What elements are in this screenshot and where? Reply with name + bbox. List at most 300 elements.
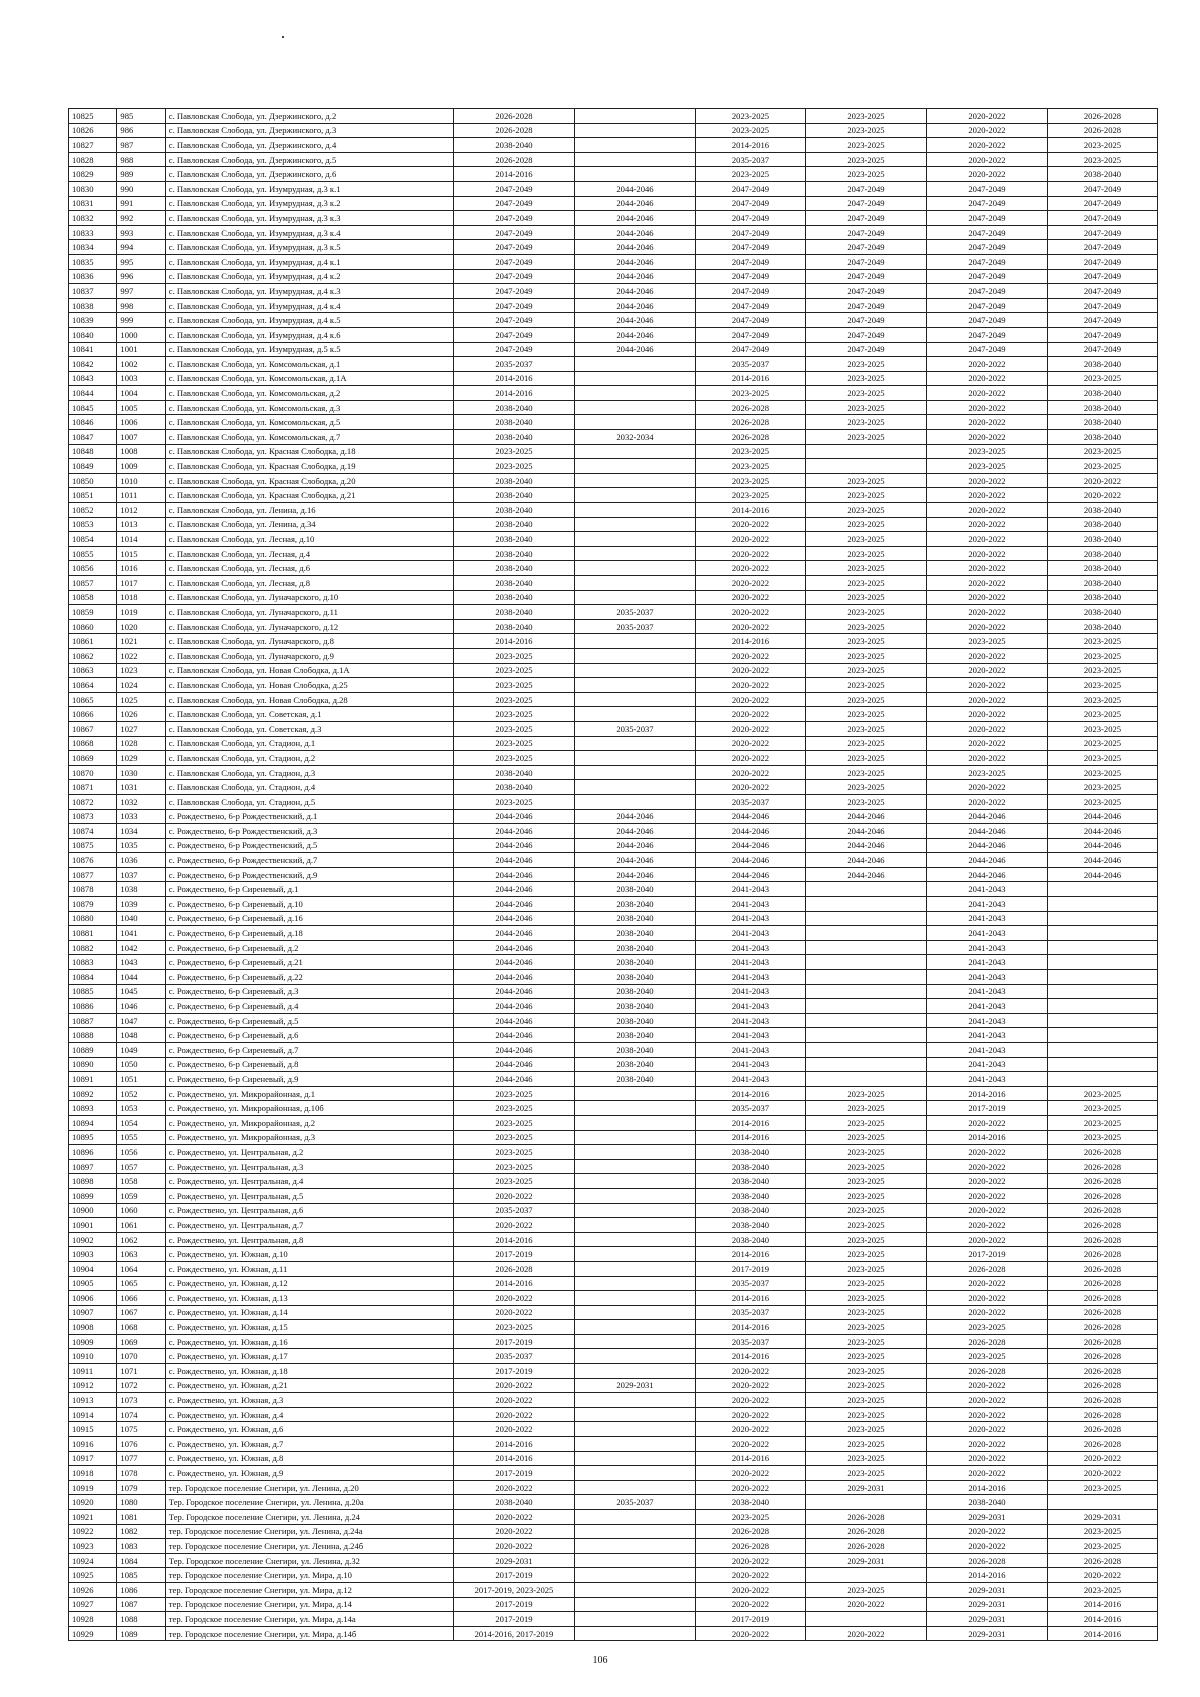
cell-address: с. Рождествено, ул. Южная, д.4 — [165, 1407, 453, 1422]
cell-row-number: 10835 — [69, 254, 117, 269]
cell-period-1: 2044-2046 — [453, 926, 574, 941]
cell-period-5: 2020-2022 — [926, 663, 1047, 678]
cell-period-3: 2020-2022 — [695, 678, 805, 693]
cell-item-number: 994 — [117, 240, 165, 255]
cell-period-2 — [574, 1320, 695, 1335]
cell-period-3: 2014-2016 — [695, 634, 805, 649]
cell-period-5: 2047-2049 — [926, 284, 1047, 299]
cell-period-4: 2047-2049 — [805, 284, 926, 299]
cell-address: тер. Городское поселение Снегири, ул. Мира, д.12 — [165, 1582, 453, 1597]
cell-address: с. Рождествено, ул. Южная, д.6 — [165, 1422, 453, 1437]
cell-period-4: 2023-2025 — [805, 503, 926, 518]
cell-period-1: 2044-2046 — [453, 867, 574, 882]
cell-item-number: 1039 — [117, 897, 165, 912]
cell-period-4: 2023-2025 — [805, 1101, 926, 1116]
cell-period-5: 2029-2031 — [926, 1626, 1047, 1641]
cell-period-6: 2023-2025 — [1047, 780, 1157, 795]
cell-row-number: 10876 — [69, 853, 117, 868]
cell-address: с. Рождествено, 6-р Сиреневый, д.1 — [165, 882, 453, 897]
cell-period-1: 2038-2040 — [453, 503, 574, 518]
cell-row-number: 10904 — [69, 1261, 117, 1276]
cell-period-5: 2041-2043 — [926, 911, 1047, 926]
cell-item-number: 1011 — [117, 488, 165, 503]
cell-item-number: 1083 — [117, 1539, 165, 1554]
table-row — [69, 1291, 1158, 1306]
cell-period-3: 2044-2046 — [695, 809, 805, 824]
cell-period-4 — [805, 1072, 926, 1087]
cell-period-3: 2047-2049 — [695, 342, 805, 357]
cell-address: с. Рождествено, 6-р Рождественский, д.3 — [165, 824, 453, 839]
cell-period-3: 2020-2022 — [695, 751, 805, 766]
cell-row-number: 10878 — [69, 882, 117, 897]
cell-item-number: 1063 — [117, 1247, 165, 1262]
cell-period-6: 2047-2049 — [1047, 254, 1157, 269]
cell-address: с. Павловская Слобода, ул. Луначарского, д.12 — [165, 619, 453, 634]
cell-address: с. Павловская Слобода, ул. Красная Слободка, д.18 — [165, 444, 453, 459]
cell-period-5: 2029-2031 — [926, 1612, 1047, 1627]
scan-speck — [282, 36, 284, 38]
cell-period-4: 2023-2025 — [805, 488, 926, 503]
cell-address: с. Павловская Слобода, ул. Изумрудная, д.5 к.5 — [165, 342, 453, 357]
cell-period-2 — [574, 780, 695, 795]
table-row — [69, 327, 1158, 342]
cell-period-6: 2047-2049 — [1047, 240, 1157, 255]
cell-row-number: 10852 — [69, 503, 117, 518]
cell-period-1: 2044-2046 — [453, 970, 574, 985]
cell-period-6 — [1047, 940, 1157, 955]
cell-period-4: 2047-2049 — [805, 327, 926, 342]
cell-item-number: 1012 — [117, 503, 165, 518]
cell-address: тер. Городское поселение Снегири, ул. Мира, д.10 — [165, 1568, 453, 1583]
cell-period-4: 2047-2049 — [805, 196, 926, 211]
cell-row-number: 10890 — [69, 1057, 117, 1072]
table-row — [69, 430, 1158, 445]
cell-period-2 — [574, 590, 695, 605]
cell-period-4: 2023-2025 — [805, 1086, 926, 1101]
cell-period-3: 2038-2040 — [695, 1159, 805, 1174]
cell-period-3: 2041-2043 — [695, 970, 805, 985]
table-row — [69, 1174, 1158, 1189]
cell-item-number: 993 — [117, 225, 165, 240]
cell-period-4: 2023-2025 — [805, 590, 926, 605]
cell-period-2 — [574, 1305, 695, 1320]
cell-period-6 — [1047, 1495, 1157, 1510]
cell-period-5: 2020-2022 — [926, 561, 1047, 576]
cell-period-1: 2038-2040 — [453, 517, 574, 532]
cell-address: с. Павловская Слобода, ул. Изумрудная, д.4 к.3 — [165, 284, 453, 299]
cell-period-1: 2017-2019 — [453, 1364, 574, 1379]
cell-period-2: 2044-2046 — [574, 838, 695, 853]
cell-period-6: 2026-2028 — [1047, 1188, 1157, 1203]
cell-period-3: 2041-2043 — [695, 911, 805, 926]
cell-address: с. Рождествено, ул. Микрорайонная, д.10б — [165, 1101, 453, 1116]
cell-period-2 — [574, 1159, 695, 1174]
cell-period-4: 2023-2025 — [805, 1218, 926, 1233]
cell-period-3: 2035-2037 — [695, 1334, 805, 1349]
cell-period-5: 2020-2022 — [926, 415, 1047, 430]
cell-period-6: 2026-2028 — [1047, 1218, 1157, 1233]
cell-period-3: 2020-2022 — [695, 765, 805, 780]
cell-period-3: 2020-2022 — [695, 590, 805, 605]
cell-period-1: 2023-2025 — [453, 663, 574, 678]
cell-period-1: 2038-2040 — [453, 780, 574, 795]
cell-row-number: 10928 — [69, 1612, 117, 1627]
table-row — [69, 663, 1158, 678]
cell-address: с. Павловская Слобода, ул. Комсомольская, д.1А — [165, 371, 453, 386]
cell-period-4: 2023-2025 — [805, 736, 926, 751]
cell-period-5: 2047-2049 — [926, 313, 1047, 328]
cell-address: с. Павловская Слобода, ул. Комсомольская, д.1 — [165, 357, 453, 372]
cell-period-1: 2020-2022 — [453, 1218, 574, 1233]
cell-item-number: 1023 — [117, 663, 165, 678]
cell-row-number: 10898 — [69, 1174, 117, 1189]
table-row — [69, 1480, 1158, 1495]
cell-period-3: 2044-2046 — [695, 838, 805, 853]
cell-item-number: 1020 — [117, 619, 165, 634]
cell-row-number: 10912 — [69, 1378, 117, 1393]
table-row — [69, 386, 1158, 401]
cell-period-2: 2044-2046 — [574, 327, 695, 342]
cell-period-1: 2014-2016 — [453, 371, 574, 386]
cell-period-6: 2023-2025 — [1047, 721, 1157, 736]
cell-row-number: 10827 — [69, 138, 117, 153]
cell-period-5: 2047-2049 — [926, 327, 1047, 342]
cell-period-5: 2044-2046 — [926, 824, 1047, 839]
cell-address: Тер. Городское поселение Снегири, ул. Ленина, д.20а — [165, 1495, 453, 1510]
cell-row-number: 10921 — [69, 1510, 117, 1525]
cell-address: с. Рождествено, ул. Южная, д.10 — [165, 1247, 453, 1262]
cell-period-4: 2023-2025 — [805, 371, 926, 386]
cell-period-4: 2023-2025 — [805, 138, 926, 153]
cell-row-number: 10844 — [69, 386, 117, 401]
table-row — [69, 984, 1158, 999]
cell-period-4: 2023-2025 — [805, 1582, 926, 1597]
cell-period-2 — [574, 400, 695, 415]
cell-period-5: 2014-2016 — [926, 1568, 1047, 1583]
cell-period-6: 2023-2025 — [1047, 1582, 1157, 1597]
cell-period-3: 2014-2016 — [695, 138, 805, 153]
cell-row-number: 10856 — [69, 561, 117, 576]
cell-row-number: 10913 — [69, 1393, 117, 1408]
cell-period-1: 2038-2040 — [453, 473, 574, 488]
cell-period-1: 2044-2046 — [453, 1028, 574, 1043]
cell-period-3: 2014-2016 — [695, 1086, 805, 1101]
cell-period-5: 2047-2049 — [926, 342, 1047, 357]
cell-period-2 — [574, 1086, 695, 1101]
cell-period-6: 2026-2028 — [1047, 1349, 1157, 1364]
table-row — [69, 648, 1158, 663]
cell-period-6: 2020-2022 — [1047, 1451, 1157, 1466]
cell-item-number: 992 — [117, 211, 165, 226]
cell-period-3: 2026-2028 — [695, 1524, 805, 1539]
cell-period-3: 2041-2043 — [695, 1043, 805, 1058]
cell-item-number: 1001 — [117, 342, 165, 357]
cell-item-number: 1040 — [117, 911, 165, 926]
cell-period-5: 2020-2022 — [926, 648, 1047, 663]
cell-period-2: 2038-2040 — [574, 911, 695, 926]
cell-period-2 — [574, 707, 695, 722]
cell-period-3: 2023-2025 — [695, 167, 805, 182]
cell-item-number: 1080 — [117, 1495, 165, 1510]
cell-period-1: 2044-2046 — [453, 911, 574, 926]
cell-period-1: 2038-2040 — [453, 619, 574, 634]
cell-period-5: 2014-2016 — [926, 1130, 1047, 1145]
cell-period-6: 2038-2040 — [1047, 532, 1157, 547]
cell-item-number: 1045 — [117, 984, 165, 999]
cell-row-number: 10907 — [69, 1305, 117, 1320]
table-row — [69, 284, 1158, 299]
cell-address: с. Рождествено, 6-р Сиреневый, д.22 — [165, 970, 453, 985]
cell-row-number: 10880 — [69, 911, 117, 926]
cell-period-2 — [574, 1188, 695, 1203]
table-row — [69, 1203, 1158, 1218]
cell-period-5: 2020-2022 — [926, 1539, 1047, 1554]
cell-item-number: 1007 — [117, 430, 165, 445]
cell-address: с. Рождествено, 6-р Сиреневый, д.6 — [165, 1028, 453, 1043]
cell-period-3: 2020-2022 — [695, 1626, 805, 1641]
cell-period-3: 2038-2040 — [695, 1203, 805, 1218]
cell-period-1: 2047-2049 — [453, 298, 574, 313]
cell-period-5: 2020-2022 — [926, 152, 1047, 167]
cell-period-5: 2020-2022 — [926, 1466, 1047, 1481]
cell-item-number: 1066 — [117, 1291, 165, 1306]
cell-period-6: 2044-2046 — [1047, 838, 1157, 853]
table-row — [69, 692, 1158, 707]
cell-address: с. Павловская Слобода, ул. Красная Слободка, д.20 — [165, 473, 453, 488]
cell-item-number: 1081 — [117, 1510, 165, 1525]
cell-period-5: 2020-2022 — [926, 123, 1047, 138]
cell-period-6: 2047-2049 — [1047, 196, 1157, 211]
cell-period-2 — [574, 1612, 695, 1627]
cell-period-3: 2020-2022 — [695, 692, 805, 707]
cell-period-6: 2023-2025 — [1047, 138, 1157, 153]
cell-period-4: 2023-2025 — [805, 1364, 926, 1379]
cell-period-6: 2038-2040 — [1047, 400, 1157, 415]
cell-row-number: 10875 — [69, 838, 117, 853]
cell-period-5: 2023-2025 — [926, 444, 1047, 459]
cell-period-1: 2026-2028 — [453, 1261, 574, 1276]
cell-period-3: 2047-2049 — [695, 298, 805, 313]
cell-period-5: 2020-2022 — [926, 1524, 1047, 1539]
cell-period-2: 2044-2046 — [574, 342, 695, 357]
table-row — [69, 824, 1158, 839]
cell-period-6 — [1047, 1072, 1157, 1087]
table-row — [69, 1218, 1158, 1233]
cell-period-2 — [574, 736, 695, 751]
cell-period-3: 2038-2040 — [695, 1218, 805, 1233]
cell-row-number: 10929 — [69, 1626, 117, 1641]
cell-row-number: 10830 — [69, 181, 117, 196]
table-row — [69, 751, 1158, 766]
table-row — [69, 1451, 1158, 1466]
cell-period-4: 2023-2025 — [805, 1159, 926, 1174]
cell-item-number: 989 — [117, 167, 165, 182]
cell-item-number: 1089 — [117, 1626, 165, 1641]
cell-period-1: 2038-2040 — [453, 605, 574, 620]
table-row — [69, 1553, 1158, 1568]
cell-period-5: 2020-2022 — [926, 751, 1047, 766]
cell-period-6: 2023-2025 — [1047, 692, 1157, 707]
cell-address: с. Павловская Слобода, ул. Красная Слободка, д.21 — [165, 488, 453, 503]
table-row — [69, 1334, 1158, 1349]
cell-item-number: 1061 — [117, 1218, 165, 1233]
cell-row-number: 10837 — [69, 284, 117, 299]
cell-address: с. Рождествено, 6-р Сиреневый, д.18 — [165, 926, 453, 941]
cell-period-2 — [574, 517, 695, 532]
cell-period-6: 2026-2028 — [1047, 1291, 1157, 1306]
cell-period-2: 2044-2046 — [574, 225, 695, 240]
cell-period-5: 2026-2028 — [926, 1261, 1047, 1276]
cell-row-number: 10873 — [69, 809, 117, 824]
table-row — [69, 590, 1158, 605]
cell-period-6: 2023-2025 — [1047, 707, 1157, 722]
cell-item-number: 1068 — [117, 1320, 165, 1335]
cell-item-number: 1017 — [117, 576, 165, 591]
cell-period-2 — [574, 167, 695, 182]
cell-period-4: 2023-2025 — [805, 532, 926, 547]
cell-row-number: 10902 — [69, 1232, 117, 1247]
cell-item-number: 1058 — [117, 1174, 165, 1189]
cell-item-number: 1024 — [117, 678, 165, 693]
table-row — [69, 444, 1158, 459]
cell-period-3: 2023-2025 — [695, 386, 805, 401]
table-row — [69, 123, 1158, 138]
cell-period-1: 2038-2040 — [453, 400, 574, 415]
cell-period-5: 2041-2043 — [926, 1057, 1047, 1072]
cell-period-6 — [1047, 926, 1157, 941]
cell-period-4 — [805, 897, 926, 912]
cell-period-3: 2041-2043 — [695, 955, 805, 970]
cell-period-6: 2023-2025 — [1047, 663, 1157, 678]
cell-period-4: 2023-2025 — [805, 1232, 926, 1247]
cell-item-number: 995 — [117, 254, 165, 269]
cell-period-5: 2041-2043 — [926, 882, 1047, 897]
cell-period-3: 2014-2016 — [695, 503, 805, 518]
cell-period-4: 2026-2028 — [805, 1510, 926, 1525]
cell-period-4: 2023-2025 — [805, 357, 926, 372]
cell-period-4: 2023-2025 — [805, 1320, 926, 1335]
cell-address: с. Павловская Слобода, ул. Советская, д.3 — [165, 721, 453, 736]
cell-item-number: 1014 — [117, 532, 165, 547]
cell-row-number: 10879 — [69, 897, 117, 912]
cell-period-2 — [574, 546, 695, 561]
cell-row-number: 10903 — [69, 1247, 117, 1262]
cell-period-4: 2047-2049 — [805, 298, 926, 313]
cell-period-1: 2023-2025 — [453, 1086, 574, 1101]
cell-period-2 — [574, 1480, 695, 1495]
cell-row-number: 10897 — [69, 1159, 117, 1174]
cell-period-4: 2023-2025 — [805, 1261, 926, 1276]
table-row — [69, 503, 1158, 518]
cell-item-number: 1029 — [117, 751, 165, 766]
cell-address: с. Павловская Слобода, ул. Новая Слободка, д.1А — [165, 663, 453, 678]
cell-item-number: 1035 — [117, 838, 165, 853]
cell-address: с. Рождествено, ул. Микрорайонная, д.2 — [165, 1115, 453, 1130]
cell-period-5: 2020-2022 — [926, 1422, 1047, 1437]
cell-row-number: 10891 — [69, 1072, 117, 1087]
cell-item-number: 1049 — [117, 1043, 165, 1058]
table-row — [69, 211, 1158, 226]
cell-period-1: 2017-2019 — [453, 1247, 574, 1262]
cell-address: с. Рождествено, ул. Южная, д.18 — [165, 1364, 453, 1379]
cell-period-1: 2020-2022 — [453, 1407, 574, 1422]
cell-period-3: 2014-2016 — [695, 1115, 805, 1130]
cell-period-1: 2017-2019 — [453, 1334, 574, 1349]
table-row — [69, 1057, 1158, 1072]
cell-period-2 — [574, 1174, 695, 1189]
cell-period-3: 2020-2022 — [695, 1437, 805, 1452]
cell-period-5: 2023-2025 — [926, 459, 1047, 474]
cell-period-1: 2023-2025 — [453, 459, 574, 474]
cell-period-1: 2047-2049 — [453, 240, 574, 255]
cell-period-5: 2020-2022 — [926, 503, 1047, 518]
cell-period-2: 2044-2046 — [574, 269, 695, 284]
cell-address: с. Рождествено, 6-р Сиреневый, д.10 — [165, 897, 453, 912]
cell-period-4: 2023-2025 — [805, 1203, 926, 1218]
cell-period-2 — [574, 357, 695, 372]
cell-period-2 — [574, 1334, 695, 1349]
cell-period-4 — [805, 444, 926, 459]
cell-period-3: 2020-2022 — [695, 663, 805, 678]
cell-period-1: 2023-2025 — [453, 794, 574, 809]
cell-period-3: 2038-2040 — [695, 1188, 805, 1203]
cell-period-6: 2020-2022 — [1047, 488, 1157, 503]
cell-period-1: 2014-2016 — [453, 1232, 574, 1247]
cell-row-number: 10842 — [69, 357, 117, 372]
cell-period-6 — [1047, 1057, 1157, 1072]
cell-period-1: 2044-2046 — [453, 955, 574, 970]
cell-row-number: 10849 — [69, 459, 117, 474]
cell-period-2: 2044-2046 — [574, 240, 695, 255]
cell-period-4 — [805, 955, 926, 970]
cell-period-4: 2023-2025 — [805, 721, 926, 736]
cell-period-6: 2026-2028 — [1047, 1364, 1157, 1379]
cell-period-1: 2038-2040 — [453, 765, 574, 780]
cell-period-3: 2014-2016 — [695, 1349, 805, 1364]
cell-period-1: 2023-2025 — [453, 678, 574, 693]
cell-period-3: 2047-2049 — [695, 196, 805, 211]
table-row — [69, 1013, 1158, 1028]
cell-item-number: 1046 — [117, 999, 165, 1014]
cell-period-4: 2047-2049 — [805, 254, 926, 269]
cell-period-6: 2047-2049 — [1047, 269, 1157, 284]
cell-period-5: 2041-2043 — [926, 984, 1047, 999]
cell-period-4: 2023-2025 — [805, 634, 926, 649]
cell-address: с. Павловская Слобода, ул. Изумрудная, д.4 к.1 — [165, 254, 453, 269]
cell-period-4 — [805, 882, 926, 897]
cell-row-number: 10853 — [69, 517, 117, 532]
table-row — [69, 765, 1158, 780]
cell-period-1: 2038-2040 — [453, 576, 574, 591]
cell-period-2 — [574, 1276, 695, 1291]
cell-row-number: 10885 — [69, 984, 117, 999]
cell-row-number: 10868 — [69, 736, 117, 751]
cell-period-4: 2047-2049 — [805, 342, 926, 357]
cell-period-6: 2014-2016 — [1047, 1612, 1157, 1627]
cell-period-2 — [574, 1553, 695, 1568]
table-row — [69, 488, 1158, 503]
cell-period-6: 2026-2028 — [1047, 1320, 1157, 1335]
cell-item-number: 1026 — [117, 707, 165, 722]
cell-period-6: 2038-2040 — [1047, 415, 1157, 430]
cell-period-5: 2047-2049 — [926, 181, 1047, 196]
cell-period-5: 2020-2022 — [926, 473, 1047, 488]
table-row — [69, 138, 1158, 153]
cell-period-4: 2047-2049 — [805, 181, 926, 196]
cell-row-number: 10905 — [69, 1276, 117, 1291]
cell-period-2 — [574, 1568, 695, 1583]
cell-period-2: 2044-2046 — [574, 254, 695, 269]
